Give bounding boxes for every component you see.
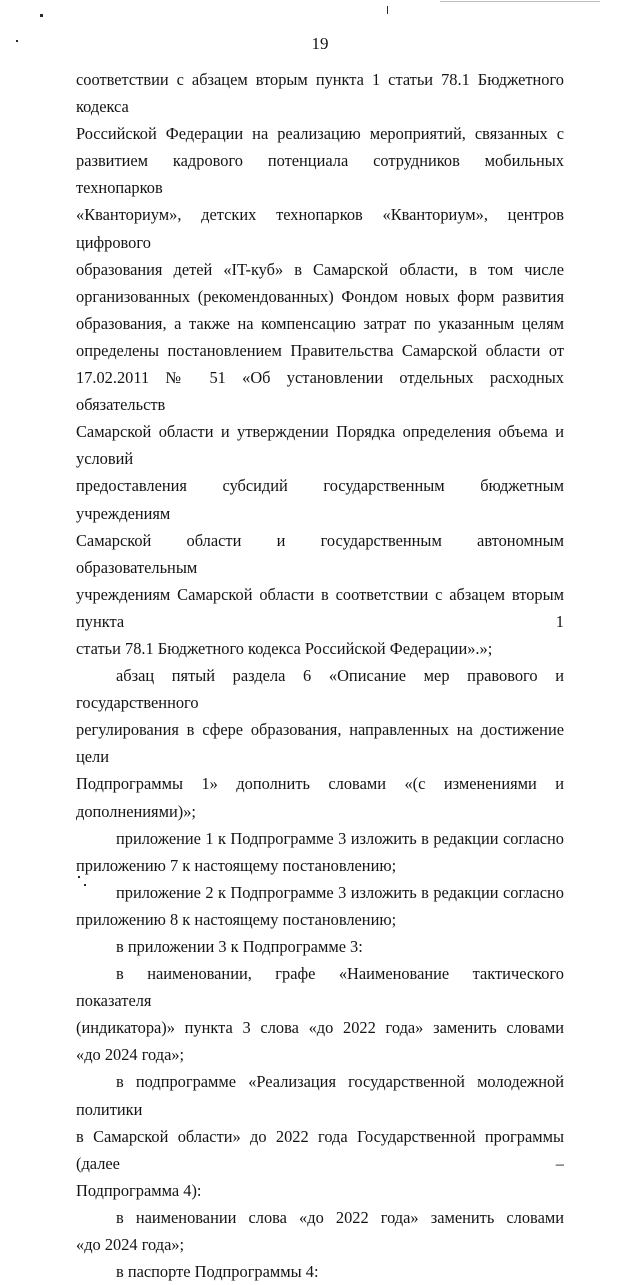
text-line: образования детей «IT-куб» в Самарской области, в том числе	[76, 259, 564, 279]
text-line: предоставления субсидий государственным бюджетным учреждениям	[76, 476, 564, 523]
text-line: в наименовании, графе «Наименование тактического показателя	[76, 964, 564, 1011]
text-line: «до 2024 года»;	[76, 1045, 185, 1065]
text-line: Российской Федерации на реализацию мероприятий, связанных с	[76, 124, 564, 144]
text-line: в Самарской области» до 2022 года Государственной программы (далее –	[76, 1126, 564, 1173]
text-line: регулирования в сфере образования, направленных на достижение цели	[76, 720, 564, 767]
text-line: в паспорте Подпрограммы 4:	[116, 1262, 319, 1282]
scan-speck	[387, 6, 388, 14]
text-line: в наименовании слова «до 2022 года» заменить словами	[116, 1207, 564, 1227]
text-line: соответствии с абзацем вторым пункта 1 статьи 78.1 Бюджетного кодекса	[76, 70, 564, 117]
text-line: Подпрограммы 1» дополнить словами «(с изменениями и дополнениями)»;	[76, 774, 564, 821]
text-line: приложение 1 к Подпрограмме 3 изложить в редакции согласно	[116, 828, 564, 848]
text-line: Подпрограмма 4):	[76, 1180, 202, 1200]
text-line: Самарской области и утверждении Порядка определения объема и условий	[76, 422, 564, 469]
text-line: организованных (рекомендованных) Фондом новых форм развития	[76, 286, 564, 306]
text-line: в подпрограмме «Реализация государственной молодежной политики	[76, 1072, 564, 1119]
scan-edge-line	[440, 1, 600, 2]
text-line: развитием кадрового потенциала сотрудников мобильных технопарков	[76, 151, 564, 198]
text-line: в приложении 3 к Подпрограмме 3:	[116, 937, 363, 956]
text-line: приложению 7 к настоящему постановлению;	[76, 855, 397, 875]
text-line: приложению 8 к настоящему постановлению;	[76, 909, 397, 929]
text-line: определены постановлением Правительства Самарской области от	[76, 340, 564, 360]
text-line: абзац пятый раздела 6 «Описание мер правового и государственного	[76, 666, 564, 713]
text-line: учреждениям Самарской области в соответствии с абзацем вторым пункта 1	[76, 584, 564, 631]
text-line: образования, а также на компенсацию затрат по указанным целям	[76, 313, 564, 333]
text-line: «Кванториум», детских технопарков «Кванториум», центров цифрового	[76, 205, 564, 252]
text-line: 17.02.2011 № 51 «Об установлении отдельных расходных обязательств	[76, 368, 564, 415]
text-line: статьи 78.1 Бюджетного кодекса Российской Федерации».»;	[76, 638, 493, 658]
page-number: 19	[311, 34, 329, 53]
scan-speck	[40, 14, 43, 17]
text-line: (индикатора)» пункта 3 слова «до 2022 года» заменить словами	[76, 1018, 564, 1038]
document-body	[76, 66, 564, 1285]
text-line: Самарской области и государственным автономным образовательным	[76, 530, 564, 577]
text-line: приложение 2 к Подпрограмме 3 изложить в редакции согласно	[116, 882, 564, 902]
text-line: «до 2024 года»;	[76, 1235, 185, 1255]
